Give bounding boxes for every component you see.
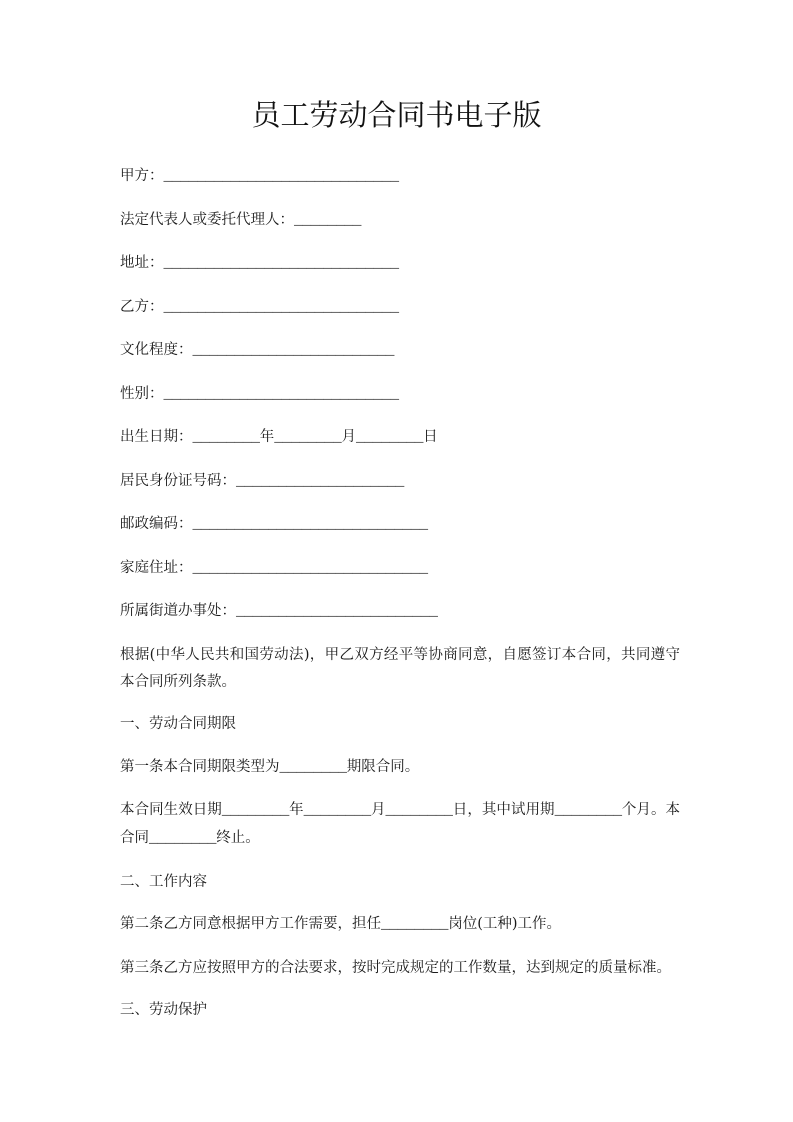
article-3: 第三条乙方应按照甲方的合法要求，按时完成规定的工作数量，达到规定的质量标准。 xyxy=(120,959,671,976)
year-label: 年 xyxy=(259,429,275,445)
fill-blank[interactable]: ____________________________ xyxy=(192,560,428,577)
fill-blank[interactable]: ________ xyxy=(294,212,362,229)
field-birth-date xyxy=(120,424,680,452)
fill-blank[interactable]: ________ xyxy=(149,831,217,847)
field-id-number xyxy=(120,468,680,496)
fill-blank[interactable]: ____________________________ xyxy=(192,517,428,533)
section-heading-1: 一、劳动合同期限 xyxy=(120,716,236,732)
article-text: 期限合同。 xyxy=(346,758,420,775)
field-label: 性别： xyxy=(120,385,164,402)
field-label: 邮政编码： xyxy=(120,516,193,532)
article-text: 第一条本合同期限类型为 xyxy=(120,758,280,775)
fill-blank[interactable]: ____________________________ xyxy=(163,169,399,185)
field-education xyxy=(120,337,680,365)
field-label: 法定代表人或委托代理人： xyxy=(120,211,294,228)
day-blank[interactable]: ________ xyxy=(355,430,424,446)
article-text: 终止。 xyxy=(216,830,260,846)
article-2 xyxy=(120,911,680,939)
fill-blank[interactable]: ________ xyxy=(303,803,371,819)
field-label: 乙方： xyxy=(120,298,164,315)
field-label: 出生日期： xyxy=(120,429,193,445)
field-label: 地址： xyxy=(120,255,164,271)
month-blank[interactable]: ________ xyxy=(274,430,342,446)
fill-blank[interactable]: ________ xyxy=(221,803,290,819)
field-party-b xyxy=(120,294,680,322)
effective-date-paragraph xyxy=(120,797,680,853)
field-label: 居民身份证号码： xyxy=(120,472,236,489)
field-address xyxy=(120,250,680,278)
fill-blank[interactable]: ____________________________ xyxy=(163,256,399,272)
fill-blank[interactable]: ____________________________ xyxy=(163,386,399,403)
article-text: 月 xyxy=(370,802,386,818)
fill-blank[interactable]: ________ xyxy=(279,759,347,776)
field-home-address xyxy=(120,555,680,583)
field-postal-code xyxy=(120,511,680,539)
fill-blank[interactable]: ____________________ xyxy=(236,473,405,490)
field-label: 甲方： xyxy=(120,168,164,184)
document-body xyxy=(120,163,680,1040)
field-legal-representative xyxy=(120,207,680,235)
fill-blank[interactable]: ________________________ xyxy=(236,604,438,620)
section-heading-3: 三、劳动保护 xyxy=(120,1002,207,1018)
fill-blank[interactable]: ________________________ xyxy=(192,343,395,359)
field-street-office xyxy=(120,598,680,626)
article-text: 岗位(工种)工作。 xyxy=(448,916,562,932)
article-1 xyxy=(120,754,680,782)
field-party-a xyxy=(120,163,680,191)
preamble-paragraph: 根据(中华人民共和国劳动法)，甲乙双方经平等协商同意，自愿签订本合同，共同遵守本合同所列条款。 xyxy=(120,646,680,690)
section-heading-2: 二、工作内容 xyxy=(120,873,207,890)
fill-blank[interactable]: ________ xyxy=(381,917,449,933)
field-label: 家庭住址： xyxy=(120,559,193,576)
field-label: 所属街道办事处： xyxy=(120,603,236,619)
fill-blank[interactable]: ____________________________ xyxy=(163,299,399,316)
field-gender xyxy=(120,381,680,409)
fill-blank[interactable]: ________ xyxy=(554,803,622,819)
article-text: 个月。本合同 xyxy=(120,802,681,846)
article-text: 第二条乙方同意根据甲方工作需要，担任 xyxy=(120,916,381,932)
article-text: 年 xyxy=(289,802,304,818)
month-label: 月 xyxy=(341,429,356,445)
article-text: 日，其中试用期 xyxy=(452,802,555,818)
field-label: 文化程度： xyxy=(120,342,193,358)
year-blank[interactable]: ________ xyxy=(192,430,260,446)
article-text: 本合同生效日期 xyxy=(120,802,222,818)
document-title: 员工劳动合同书电子版 xyxy=(251,98,542,132)
fill-blank[interactable]: ________ xyxy=(385,803,453,819)
day-label: 日 xyxy=(423,429,438,445)
